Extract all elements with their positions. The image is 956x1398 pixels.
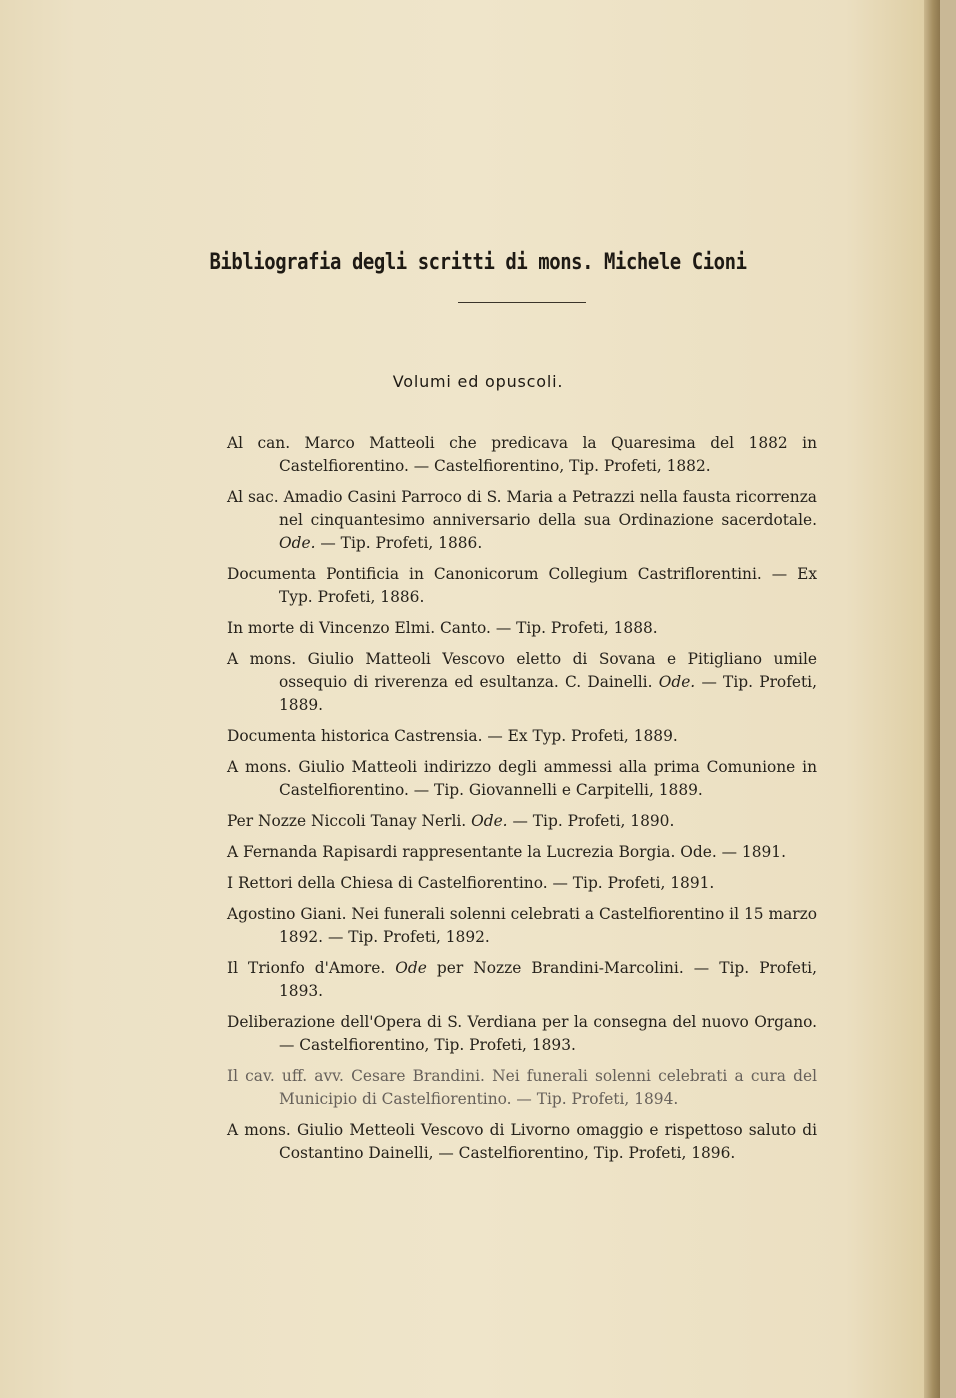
bibliography-entry: Agostino Giani. Nei funerali solenni celebrati a Castelfiorentino il 15 marzo 1892. — Tip. Profeti, 1892. — [227, 905, 817, 946]
genre-italic: Ode. — [658, 673, 696, 691]
bibliography-entry: A Fernanda Rapisardi rappresentante la Lucrezia Borgia. Ode. — 1891. — [227, 843, 786, 861]
genre-italic: Ode. — [279, 534, 316, 552]
bibliography-entry: A mons. Giulio Matteoli indirizzo degli ammessi alla prima Comunione in Castelfiorentino. — Tip. Giovannelli e Carpitelli, 1889. — [227, 758, 817, 799]
bibliography-entry: A mons. Giulio Matteoli Vescovo eletto di Sovana e Pitigliano umile ossequio di riverenza ed esultanza. C. Dainelli. Ode. — Tip. Profeti, 1889. — [227, 650, 817, 714]
bibliography-entry: Il Trionfo d'Amore. Ode per Nozze Brandini-Marcolini. — Tip. Profeti, 1893. — [227, 959, 817, 1000]
page-title: Bibliografia degli scritti di mons. Michele Cioni — [209, 250, 747, 275]
section-heading: Volumi ed opuscoli. — [392, 372, 564, 391]
genre-italic: Ode — [395, 959, 427, 977]
bibliography-entry: Documenta historica Castrensia. — Ex Typ. Profeti, 1889. — [227, 727, 678, 745]
bibliography-entry: Documenta Pontificia in Canonicorum Collegium Castriflorentini. — Ex Typ. Profeti, 1886. — [227, 565, 817, 606]
bibliography-entry: I Rettori della Chiesa di Castelfiorentino. — Tip. Profeti, 1891. — [227, 874, 715, 892]
genre-italic: Ode. — [471, 812, 508, 830]
bibliography-entry: Per Nozze Niccoli Tanay Nerli. Ode. — Tip. Profeti, 1890. — [227, 812, 675, 830]
page-edge — [924, 0, 940, 1398]
bibliography-entry: In morte di Vincenzo Elmi. Canto. — Tip. Profeti, 1888. — [227, 619, 658, 637]
bibliography-entry: Deliberazione dell'Opera di S. Verdiana per la consegna del nuovo Organo. — Castelfiorentino, Tip. Profeti, 1893. — [227, 1013, 817, 1054]
bibliography-entry: Al can. Marco Matteoli che predicava la Quaresima del 1882 in Castelfiorentino. — Castelfiorentino, Tip. Profeti, 1882. — [227, 434, 817, 475]
title-rule — [458, 302, 586, 303]
bibliography-entry: A mons. Giulio Metteoli Vescovo di Livorno omaggio e rispettoso saluto di Costantino Dainelli, — Castelfiorentino, Tip. Profeti, 1896. — [227, 1121, 817, 1162]
bibliography-entry: Il cav. uff. avv. Cesare Brandini. Nei funerali solenni celebrati a cura del Municipio di Castelfiorentino. — Tip. Profeti, 1894. — [227, 1067, 817, 1108]
bibliography-entry: Al sac. Amadio Casini Parroco di S. Maria a Petrazzi nella fausta ricorrenza nel cinquantesimo anniversario della sua Ordinazione sacerdotale. Ode. — Tip. Profeti, 1886. — [227, 488, 817, 552]
bibliography-list — [227, 432, 817, 1173]
